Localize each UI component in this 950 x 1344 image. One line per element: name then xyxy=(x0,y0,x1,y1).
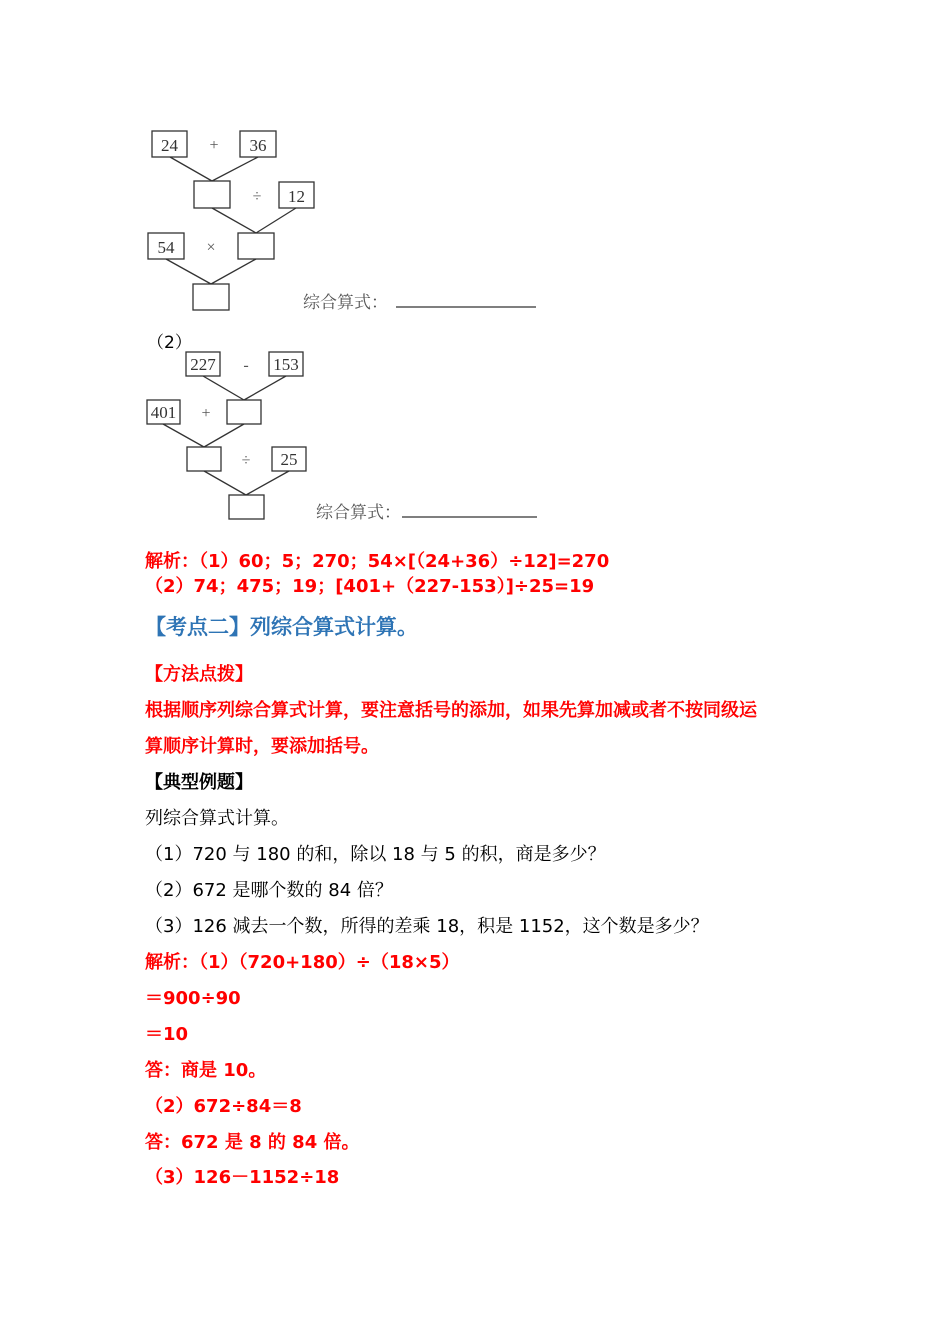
box-value: 401 xyxy=(150,403,177,422)
answer-box xyxy=(194,181,230,208)
tree-diagram-1 xyxy=(0,0,950,540)
box-value: 153 xyxy=(273,355,299,374)
box-value: 12 xyxy=(288,187,305,206)
answer-box xyxy=(227,400,261,424)
example-intro: 列综合算式计算。 xyxy=(145,808,289,829)
connector-line xyxy=(212,157,258,181)
answer-box xyxy=(187,447,221,471)
section-heading: 【考点二】列综合算式计算。 xyxy=(145,615,418,639)
method-text: 根据顺序列综合算式计算，要注意括号的添加，如果先算加减或者不按同级运 xyxy=(145,700,757,721)
operator: + xyxy=(201,405,211,422)
connector-line xyxy=(212,208,256,233)
answer-line: ＝900÷90 xyxy=(145,988,241,1009)
method-text: 算顺序计算时，要添加括号。 xyxy=(145,736,379,757)
formula-label: 综合算式： xyxy=(316,503,401,523)
method-title: 【方法点拨】 xyxy=(145,664,253,685)
box-value: 54 xyxy=(157,238,175,257)
answer-box xyxy=(229,495,264,519)
connector-line xyxy=(244,376,286,400)
answer-line: （3）126－1152÷18 xyxy=(145,1167,340,1188)
box-value: 25 xyxy=(280,450,298,469)
answer-line: 解析：（1）（720+180）÷（18×5） xyxy=(145,952,460,973)
connector-line xyxy=(163,424,204,447)
formula-label: 综合算式： xyxy=(303,293,388,313)
connector-line xyxy=(204,424,244,447)
operator: ÷ xyxy=(252,188,262,205)
example-title: 【典型例题】 xyxy=(145,772,253,793)
operator: - xyxy=(243,357,249,374)
operator: ÷ xyxy=(241,452,251,469)
box-value: 24 xyxy=(161,136,178,155)
connector-line xyxy=(211,259,256,284)
answer-line: （2）672÷84＝8 xyxy=(145,1096,302,1117)
analysis-line: 解析：（1）60；5；270；54×[（24+36）÷12]=270 xyxy=(145,551,610,572)
connector-line xyxy=(246,471,289,495)
box-value: 227 xyxy=(190,355,216,374)
answer-line: 答：672 是 8 的 84 倍。 xyxy=(145,1132,360,1153)
question: （2）672 是哪个数的 84 倍？ xyxy=(145,880,393,901)
answer-box xyxy=(238,233,274,259)
connector-line xyxy=(170,157,212,181)
question-number: （2） xyxy=(147,333,192,353)
operator: + xyxy=(209,137,219,154)
connector-line xyxy=(256,208,296,233)
operator: × xyxy=(206,239,216,256)
question: （3）126 减去一个数，所得的差乘 18，积是 1152，这个数是多少？ xyxy=(145,916,709,937)
answer-box xyxy=(193,284,229,310)
answer-line: 答：商是 10。 xyxy=(145,1060,267,1081)
question: （1）720 与 180 的和，除以 18 与 5 的积，商是多少？ xyxy=(145,844,606,865)
connector-line xyxy=(203,376,244,400)
connector-line xyxy=(204,471,246,495)
box-value: 36 xyxy=(249,136,267,155)
analysis-line: （2）74；475；19；[401+（227-153）]÷25=19 xyxy=(145,576,595,597)
answer-line: ＝10 xyxy=(145,1024,189,1045)
connector-line xyxy=(166,259,211,284)
